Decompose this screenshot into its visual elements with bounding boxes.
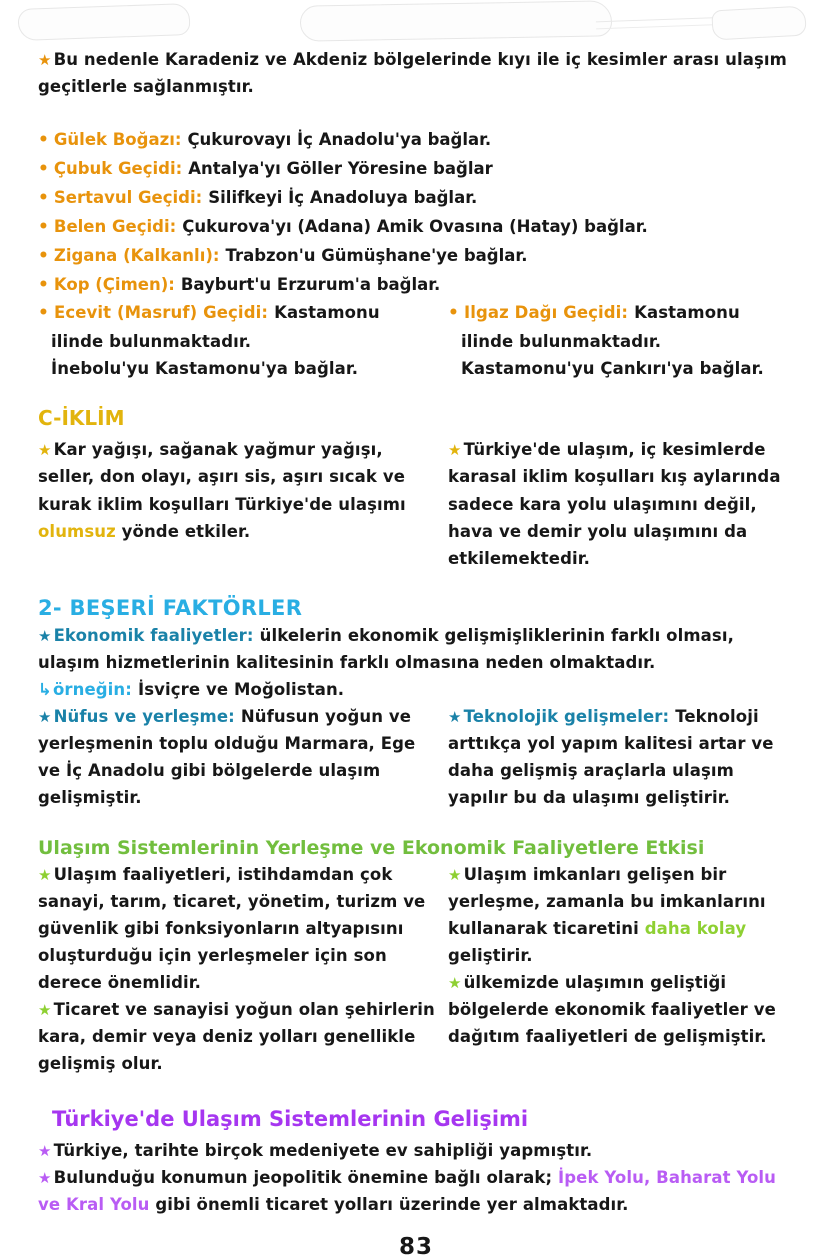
bullet-icon: • — [448, 303, 459, 324]
topic-label: Ekonomik faaliyetler: — [53, 625, 254, 645]
highlighted-phrase: daha kolay — [644, 919, 747, 939]
pass-text: Antalya'yı Göller Yöresine bağlar — [188, 158, 493, 178]
etkisi-right-column — [448, 861, 794, 1077]
star-icon: ★ — [38, 865, 52, 884]
section-heading-iklim: C-İKLİM — [38, 406, 125, 431]
list-item — [38, 213, 794, 242]
bullet-icon: • — [38, 303, 49, 324]
pass-text: Bayburt'u Erzurum'a bağlar. — [180, 274, 441, 294]
etkisi-paragraph: ★ Ulaşım faaliyetleri, istihdamdan çok sanayi, tarım, ticaret, yönetim, turizm ve güvenlik gibi fonksiyonların altyapısını oluşturduğu için yerleşmeler için son derece önemlidir. — [38, 864, 426, 993]
etkisi-paragraph: ★ Ulaşım imkanları gelişen bir yerleşme, zamanla bu imkanlarını kullanarak ticaretini daha kolay geliştirir. — [448, 864, 766, 966]
nufus-paragraph: ★ Nüfus ve yerleşme: Nüfusun yoğun ve yerleşmenin toplu olduğu Marmara, Ege ve İç Anadolu gibi bölgelerde ulaşım gelişmiştir. — [38, 706, 416, 807]
teknolojik-paragraph: ★ Teknolojik gelişmeler: Teknoloji arttıkça yol yapım kalitesi artar ve daha gelişmiş araçlarla ulaşım yapılır bu da ulaşımı geliştirir. — [448, 706, 774, 807]
pass-label: Kop (Çimen): — [53, 274, 175, 294]
highlighted-word: olumsuz — [38, 521, 116, 541]
bullet-icon: • — [38, 245, 49, 266]
pass-label: Belen Geçidi: — [53, 216, 177, 236]
ornek-line: ↳örneğin: İsviçre ve Moğolistan. — [38, 679, 345, 699]
bullet-icon: • — [38, 274, 49, 295]
pass-label: Gülek Boğazı: — [53, 130, 182, 150]
iklim-right-paragraph: ★ Türkiye'de ulaşım, iç kesimlerde karasal iklim koşulları kış aylarında sadece kara yolu ulaşımını değil, hava ve demir yolu ulaşımını da etkilemektedir. — [448, 440, 781, 568]
pass-label: Sertavul Geçidi: — [53, 187, 203, 207]
topic-label: Teknolojik gelişmeler: — [463, 706, 670, 726]
star-icon: ★ — [38, 626, 52, 645]
eraser-smudge — [300, 0, 613, 41]
pass-line: Kastamonu'yu Çankırı'ya bağlar. — [461, 359, 764, 379]
ecevit-pass-block — [38, 299, 438, 382]
pass-label: Ecevit (Masruf) Geçidi: — [53, 303, 269, 323]
star-icon: ★ — [448, 974, 462, 993]
topic-label: Nüfus ve yerleşme: — [53, 706, 235, 726]
beseri-two-column — [38, 703, 794, 811]
bullet-icon: • — [38, 158, 49, 179]
star-icon: ★ — [38, 1001, 52, 1020]
bullet-icon: • — [38, 130, 49, 151]
pass-text: Trabzon'u Gümüşhane'ye bağlar. — [225, 245, 528, 265]
pass-text: Çukurovayı İç Anadolu'ya bağlar. — [187, 130, 492, 150]
star-icon: ★ — [448, 707, 462, 726]
iklim-two-column — [38, 436, 794, 571]
star-icon: ★ — [448, 865, 462, 884]
gelisim-line: ★ Bulunduğu konumun jeopolitik önemine bağlı olarak; İpek Yolu, Baharat Yolu ve Kral Yolu gibi önemli ticaret yolları üzerinde yer almaktadır. — [38, 1168, 777, 1215]
gelisim-line: ★ Türkiye, tarihte birçok medeniyete ev sahipliği yapmıştır. — [38, 1141, 593, 1161]
section-heading-etkisi: Ulaşım Sistemlerinin Yerleşme ve Ekonomik Faaliyetlere Etkisi — [38, 836, 705, 859]
passes-two-column — [38, 299, 794, 382]
pass-text: Çukurova'yı (Adana) Amik Ovasına (Hatay) bağlar. — [182, 216, 648, 236]
pass-line: ilinde bulunmaktadır. — [51, 332, 252, 352]
star-icon: ★ — [38, 1142, 52, 1161]
pass-line: • Ilgaz Dağı Geçidi: Kastamonu — [448, 303, 740, 324]
pass-text: Silifkeyi İç Anadoluya bağlar. — [208, 187, 478, 207]
intro-paragraph — [38, 46, 794, 100]
ilgaz-pass-block — [448, 299, 794, 382]
star-icon: ★ — [38, 1169, 52, 1188]
pass-line: İnebolu'yu Kastamonu'ya bağlar. — [51, 359, 359, 379]
etkisi-paragraph: ★ ülkemizde ulaşımın geliştiği bölgelerde ekonomik faaliyetler ve dağıtım faaliyetleri de gelişmiştir. — [448, 973, 776, 1047]
star-icon: ★ — [38, 441, 52, 460]
list-item — [38, 271, 794, 300]
section-heading-gelisim: Türkiye'de Ulaşım Sistemlerinin Gelişimi — [52, 1107, 529, 1132]
curved-arrow-icon: ↳ — [38, 679, 52, 699]
page-number: 83 — [398, 1234, 433, 1260]
pass-line: • Ecevit (Masruf) Geçidi: Kastamonu — [38, 303, 380, 324]
etkisi-paragraph: ★ Ticaret ve sanayisi yoğun olan şehirlerin kara, demir veya deniz yolları genellikle gelişmiş olur. — [38, 1000, 435, 1074]
pass-label: Çubuk Geçidi: — [53, 158, 183, 178]
pass-label: Zigana (Kalkanlı): — [53, 245, 220, 265]
star-icon: ★ — [448, 441, 462, 460]
pass-line: ilinde bulunmaktadır. — [461, 332, 662, 352]
list-item — [38, 155, 794, 184]
highlighted-trade-routes: İpek Yolu, Baharat Yolu ve Kral Yolu — [38, 1168, 777, 1215]
list-item — [38, 242, 794, 271]
section-heading-beseri: 2- BEŞERİ FAKTÖRLER — [38, 595, 303, 620]
star-icon: ★ — [38, 51, 52, 69]
bullet-icon: • — [38, 187, 49, 208]
eraser-smudge — [711, 6, 806, 41]
list-item — [38, 126, 794, 155]
bullet-icon: • — [38, 216, 49, 237]
ornek-label: örneğin: — [52, 679, 132, 699]
list-item — [38, 184, 794, 213]
iklim-left-paragraph: ★ Kar yağışı, sağanak yağmur yağışı, seller, don olayı, aşırı sis, aşırı sıcak ve kurak iklim koşulları Türkiye'de ulaşımı olumsuz yönde etkiler. — [38, 440, 406, 541]
ekonomik-paragraph: ★ Ekonomik faaliyetler: ülkelerin ekonomik gelişmişliklerinin farklı olması, ulaşım hizmetlerinin kalitesinin farklı olmasına neden olmaktadır. — [38, 625, 734, 672]
eraser-smudge — [17, 3, 190, 41]
pass-label: Ilgaz Dağı Geçidi: — [463, 303, 629, 323]
etkisi-left-column — [38, 861, 438, 1077]
mountain-passes-list — [38, 126, 794, 299]
star-icon: ★ — [38, 707, 52, 726]
intro-text: Bu nedenle Karadeniz ve Akdeniz bölgelerinde kıyı ile iç kesimler arası ulaşım geçitlerle sağlanmıştır. — [38, 50, 787, 97]
etkisi-two-column — [38, 861, 794, 1077]
